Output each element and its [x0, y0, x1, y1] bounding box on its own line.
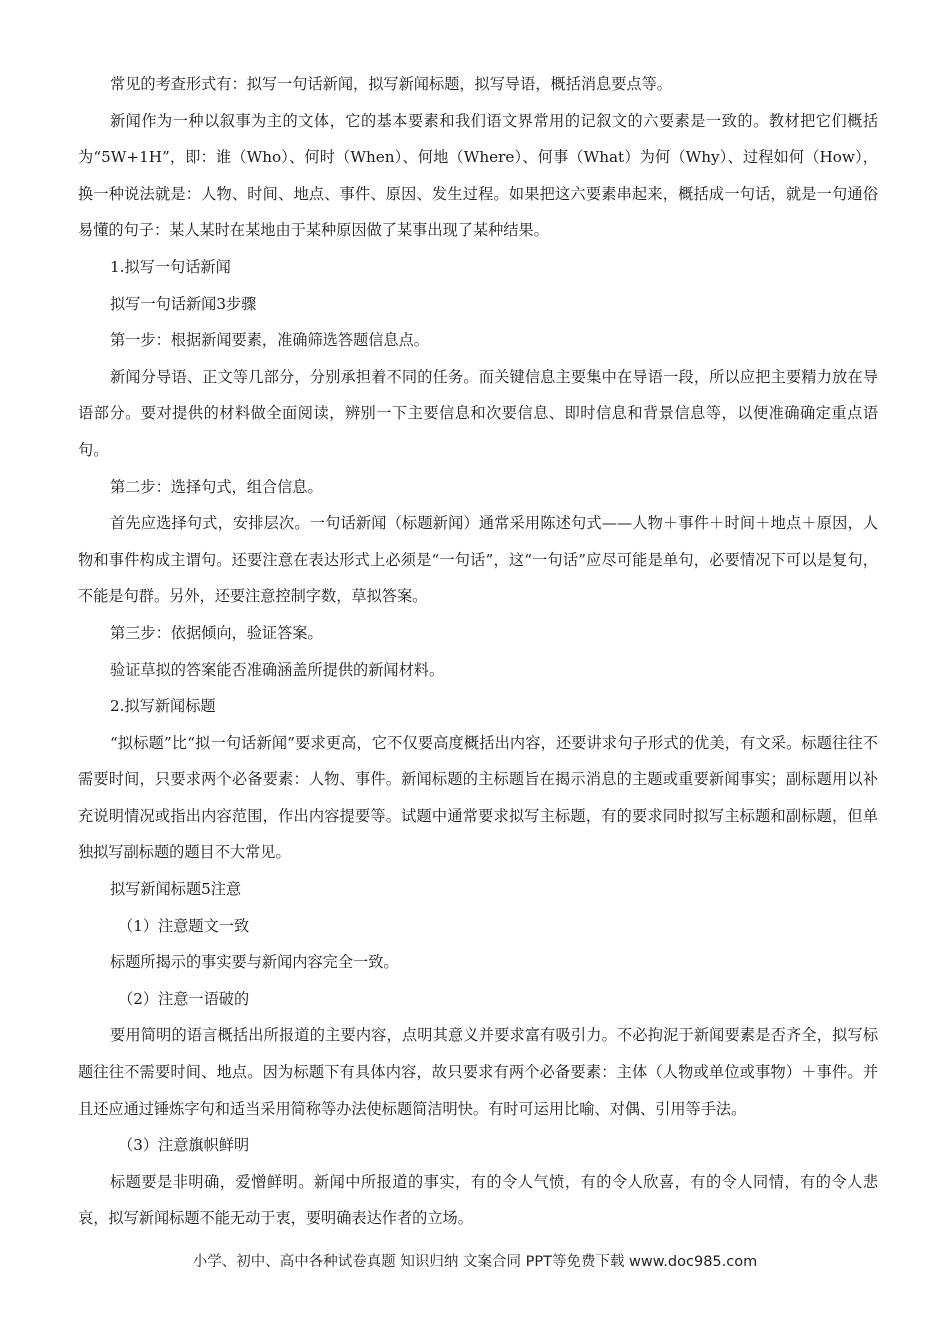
paragraph-exam-forms: 常见的考查形式有：拟写一句话新闻，拟写新闻标题，拟写导语，概括消息要点等。 — [110, 75, 672, 93]
step-two: 第二步：选择句式，组合信息。 — [110, 477, 323, 496]
paragraph-step-three-detail: 验证草拟的答案能否准确涵盖所提供的新闻材料。 — [110, 660, 445, 679]
page-footer: 小学、初中、高中各种试卷真题 知识归纳 文案合同 PPT等免费下载 www.doc985.com — [192, 1254, 758, 1270]
note-3: （3）注意旗帜鲜明 — [118, 1136, 250, 1155]
note-1: （1）注意题文一致 — [118, 916, 250, 935]
paragraph-note-2: 要用简明的语言概括出所报道的主要内容，点明其意义并要求富有吸引力。不必拘泥于新闻要素是否齐全，拟写标题往往不需要时间、地点。因为标题下有具体内容，故只要求有两个必备要素：主体（人物或单位或事物）＋事件。并且还应通过锤炼字句和适当采用简称等办法使标题简洁明快。有时可运用比喻、对偶、引用等手法。 — [78, 1026, 878, 1118]
step-three: 第三步：依据倾向，验证答案。 — [110, 623, 323, 642]
heading-one-sentence-news: 1.拟写一句话新闻 — [110, 257, 231, 276]
note-2: （2）注意一语破的 — [118, 989, 250, 1008]
paragraph-title-requirements: “拟标题”比“拟一句话新闻”要求更高，它不仅要高度概括出内容，还要讲求句子形式的优美，有文采。标题往往不需要时间，只要求两个必备要素：人物、事件。新闻标题的主标题旨在揭示消息的主题或重要新闻事实；副标题用以补充说明情况或指出内容范围，作出内容提要等。试题中通常要求拟写主标题，有的要求同时拟写主标题和副标题，但单独拟写副标题的题目不大常见。 — [78, 733, 878, 862]
heading-news-title: 2.拟写新闻标题 — [110, 697, 216, 716]
subheading-five-notes: 拟写新闻标题5注意 — [110, 880, 242, 899]
paragraph-news-elements: 新闻作为一种以叙事为主的文体，它的基本要素和我们语文界常用的记叙文的六要素是一致的。教材把它们概括为“5W+1H”，即：谁（Who）、何时（When）、何地（Where）、何事（What）为何（Why）、过程如何（How），换一种说法就是：人物、时间、地点、事件、原因、发生过程。如果把这六要素串起来，概括成一句话，就是一句通俗易懂的句子：某人某时在某地由于某种原因做了某事出现了某种结果。 — [78, 111, 878, 240]
paragraph-note-3: 标题要是非明确，爱憎鲜明。新闻中所报道的事实，有的令人气愤，有的令人欣喜，有的令人同情，有的令人悲哀，拟写新闻标题不能无动于衷，要明确表达作者的立场。 — [78, 1172, 878, 1228]
step-one: 第一步：根据新闻要素，准确筛选答题信息点。 — [110, 331, 429, 350]
paragraph-step-two-detail: 首先应选择句式，安排层次。一句话新闻（标题新闻）通常采用陈述句式——人物＋事件＋时间＋地点＋原因，人物和事件构成主谓句。还要注意在表达形式上必须是“一句话”，这“一句话”应尽可能是单句，必要情况下可以是复句，不能是句群。另外，还要注意控制字数，草拟答案。 — [78, 514, 878, 606]
document-body — [78, 66, 878, 1237]
paragraph-note-1: 标题所揭示的事实要与新闻内容完全一致。 — [110, 953, 399, 972]
paragraph-step-one-detail: 新闻分导语、正文等几部分，分别承担着不同的任务。而关键信息主要集中在导语一段，所以应把主要精力放在导语部分。要对提供的材料做全面阅读，辨别一下主要信息和次要信息、即时信息和背景信息等，以便准确确定重点语句。 — [78, 367, 878, 459]
subheading-three-steps: 拟写一句话新闻3步骤 — [110, 294, 257, 313]
